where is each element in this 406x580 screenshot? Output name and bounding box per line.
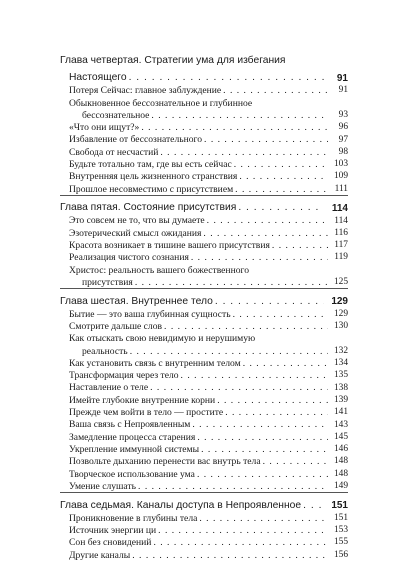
entry-title: Прошлое несовместимо с присутствием — [69, 183, 234, 195]
leader-dots — [263, 457, 328, 467]
entry-title: Смотрите дальше слов — [69, 320, 163, 332]
entry-title: Бытие — это ваша глубинная сущность — [69, 308, 231, 320]
leader-dots — [272, 241, 328, 251]
leader-dots — [203, 229, 328, 239]
chapter-title: Глава седьмая. Каналы доступа в Непроявленное — [60, 499, 302, 511]
entry-title: реальность — [82, 345, 128, 357]
leader-dots — [158, 526, 328, 536]
leader-dots — [217, 396, 328, 406]
toc-entry — [60, 548, 348, 560]
toc-entry — [60, 442, 348, 454]
toc-entry — [60, 238, 348, 250]
page-number: 148 — [333, 468, 348, 479]
toc-entry — [60, 356, 348, 368]
toc-entry — [60, 381, 348, 393]
chapter-7-heading — [60, 496, 348, 511]
entry-title: Укрепление иммунной системы — [69, 443, 200, 455]
leader-dots — [225, 408, 328, 418]
leader-dots — [138, 482, 328, 492]
toc-entry — [60, 368, 348, 380]
page-number: 114 — [334, 215, 348, 226]
toc-entry — [60, 108, 348, 120]
leader-dots — [150, 383, 328, 393]
entry-title: Ваша связь с Непроявленным — [69, 419, 191, 431]
toc-entry — [60, 120, 348, 132]
entry-title: Трансформация через тело — [69, 370, 179, 382]
toc-entry — [60, 455, 348, 467]
leader-dots — [201, 445, 328, 455]
entry-title: Будьте тотально там, где вы есть сейчас — [69, 158, 232, 170]
entry-title: Позвольте дыханию перенести вас внутрь тела — [69, 456, 261, 468]
toc-entry — [60, 226, 348, 238]
leader-dots — [204, 135, 328, 145]
page-number: 151 — [333, 512, 348, 523]
leader-dots — [215, 297, 324, 307]
entry-title: Как установить связь с внутренним телом — [69, 357, 241, 369]
toc-entry — [60, 430, 348, 442]
entry-title: Это совсем не то, что вы думаете — [69, 215, 205, 227]
entry-title: Христос: реальность вашего божественного — [69, 264, 249, 276]
entry-title: «Что они ищут?» — [69, 122, 140, 134]
leader-dots — [129, 73, 324, 83]
page-number: 116 — [334, 227, 348, 238]
toc-entry — [60, 319, 348, 331]
toc-entry — [60, 467, 348, 479]
chapter-4-heading — [60, 55, 348, 69]
toc-entry — [60, 251, 348, 263]
page-number: 129 — [331, 295, 348, 307]
page-number: 145 — [333, 431, 348, 442]
page-number: 141 — [333, 407, 348, 418]
chapter-title-cont: Настоящего — [69, 72, 127, 84]
entry-title: Эзотерический смысл ожидания — [69, 227, 202, 239]
toc-entry — [60, 96, 348, 108]
toc-entry — [60, 344, 348, 356]
toc-entry — [60, 214, 348, 226]
page-number: 146 — [333, 444, 348, 455]
chapter-title: Глава четвертая. Стратегии ума для избегания — [60, 55, 286, 66]
page-number: 103 — [333, 159, 348, 170]
page-number: 91 — [338, 85, 348, 96]
chapter-6-heading — [60, 292, 348, 307]
entry-title: Сон без сновидений — [69, 537, 152, 549]
toc-entry — [60, 263, 348, 275]
page-number: 97 — [338, 134, 348, 145]
leader-dots — [235, 185, 328, 195]
chapter-title: Глава пятая. Состояние присутствия — [60, 202, 237, 214]
leader-dots — [191, 253, 328, 263]
page-number: 134 — [333, 358, 348, 369]
leader-dots — [234, 160, 328, 170]
leader-dots — [130, 347, 328, 357]
toc-entry — [60, 307, 348, 319]
page-number: 151 — [331, 499, 348, 511]
toc-entry — [60, 511, 348, 523]
entry-title: Обыкновенное бессознательное и глубинное — [69, 97, 253, 109]
page-number: 138 — [333, 382, 348, 393]
chapter-7-entries — [60, 511, 348, 560]
leader-dots — [238, 203, 324, 213]
entry-title: Имейте глубокие внутренние корни — [69, 394, 216, 406]
chapter-5-heading — [60, 199, 348, 214]
entry-title: Источник энергии ци — [69, 524, 157, 536]
chapter-4-heading-line2 — [60, 69, 348, 84]
toc-entry — [60, 523, 348, 535]
toc-entry — [60, 84, 348, 96]
page-number: 114 — [331, 202, 348, 214]
page-number: 139 — [333, 394, 348, 405]
entry-title: Умение слушать — [69, 480, 137, 492]
entry-title: Проникновение в глубины тела — [69, 512, 198, 524]
toc-entry — [60, 145, 348, 157]
leader-dots — [153, 538, 328, 548]
toc-entry — [60, 479, 348, 491]
page-number: 129 — [333, 308, 348, 319]
leader-dots — [197, 433, 328, 443]
page-number: 135 — [333, 370, 348, 381]
section-divider — [60, 492, 348, 493]
entry-title: Свобода от несчастий — [69, 146, 159, 158]
page-number: 130 — [333, 321, 348, 332]
entry-title: Реализация чистого сознания — [69, 252, 189, 264]
leader-dots — [207, 216, 328, 226]
entry-title: Наставление о теле — [69, 382, 149, 394]
chapter-6-entries — [60, 307, 348, 491]
leader-dots — [141, 123, 328, 133]
toc-entry — [60, 332, 348, 344]
toc-entry — [60, 405, 348, 417]
leader-dots — [199, 514, 328, 524]
leader-dots — [197, 470, 328, 480]
section-divider — [60, 288, 348, 289]
page-number: 109 — [333, 171, 348, 182]
leader-dots — [239, 172, 328, 182]
leader-dots — [151, 111, 328, 121]
page-number: 149 — [333, 481, 348, 491]
toc-entry — [60, 536, 348, 548]
chapter-4-entries — [60, 84, 348, 195]
page-number: 132 — [333, 345, 348, 356]
toc-entry — [60, 418, 348, 430]
entry-title: присутствия — [82, 276, 133, 288]
page-number: 119 — [334, 252, 348, 263]
table-of-contents — [60, 55, 348, 560]
page-number: 93 — [338, 109, 348, 120]
leader-dots — [243, 359, 328, 369]
entry-title: Творческое использование ума — [69, 468, 195, 480]
entry-title: Замедление процесса старения — [69, 431, 196, 443]
page-number: 156 — [333, 549, 348, 560]
toc-entry — [60, 170, 348, 182]
page-number: 155 — [333, 537, 348, 548]
leader-dots — [223, 86, 328, 96]
leader-dots — [303, 501, 324, 511]
leader-dots — [233, 310, 328, 320]
page-number: 117 — [334, 240, 348, 251]
section-divider — [60, 195, 348, 196]
entry-title: Потеря Сейчас: главное заблуждение — [69, 85, 222, 97]
page-number: 143 — [333, 419, 348, 430]
toc-entry — [60, 393, 348, 405]
page-number: 98 — [338, 146, 348, 157]
chapter-title: Глава шестая. Внутреннее тело — [60, 295, 213, 307]
toc-entry — [60, 133, 348, 145]
leader-dots — [192, 420, 328, 430]
leader-dots — [164, 322, 328, 332]
page-number: 148 — [333, 456, 348, 467]
entry-title: Избавление от бессознательного — [69, 134, 203, 146]
entry-title: бессознательное — [82, 109, 150, 121]
page-number: 111 — [334, 183, 348, 194]
entry-title: Красота возникает в тишине вашего присутствия — [69, 239, 270, 251]
toc-entry — [60, 182, 348, 194]
page-number: 96 — [338, 122, 348, 133]
toc-entry — [60, 157, 348, 169]
leader-dots — [181, 371, 328, 381]
leader-dots — [160, 148, 328, 158]
leader-dots — [132, 551, 328, 561]
page-number: 91 — [336, 72, 348, 84]
entry-title: Прежде чем войти в тело — простите — [69, 407, 224, 419]
entry-title: Другие каналы — [69, 549, 131, 561]
toc-entry — [60, 275, 348, 287]
entry-title: Внутренняя цель жизненного странствия — [69, 171, 238, 183]
leader-dots — [135, 278, 328, 288]
entry-title: Как отыскать свою невидимую и нерушимую — [69, 333, 256, 345]
page-number: 153 — [333, 525, 348, 536]
page-number: 125 — [333, 277, 348, 288]
chapter-5-entries — [60, 214, 348, 288]
